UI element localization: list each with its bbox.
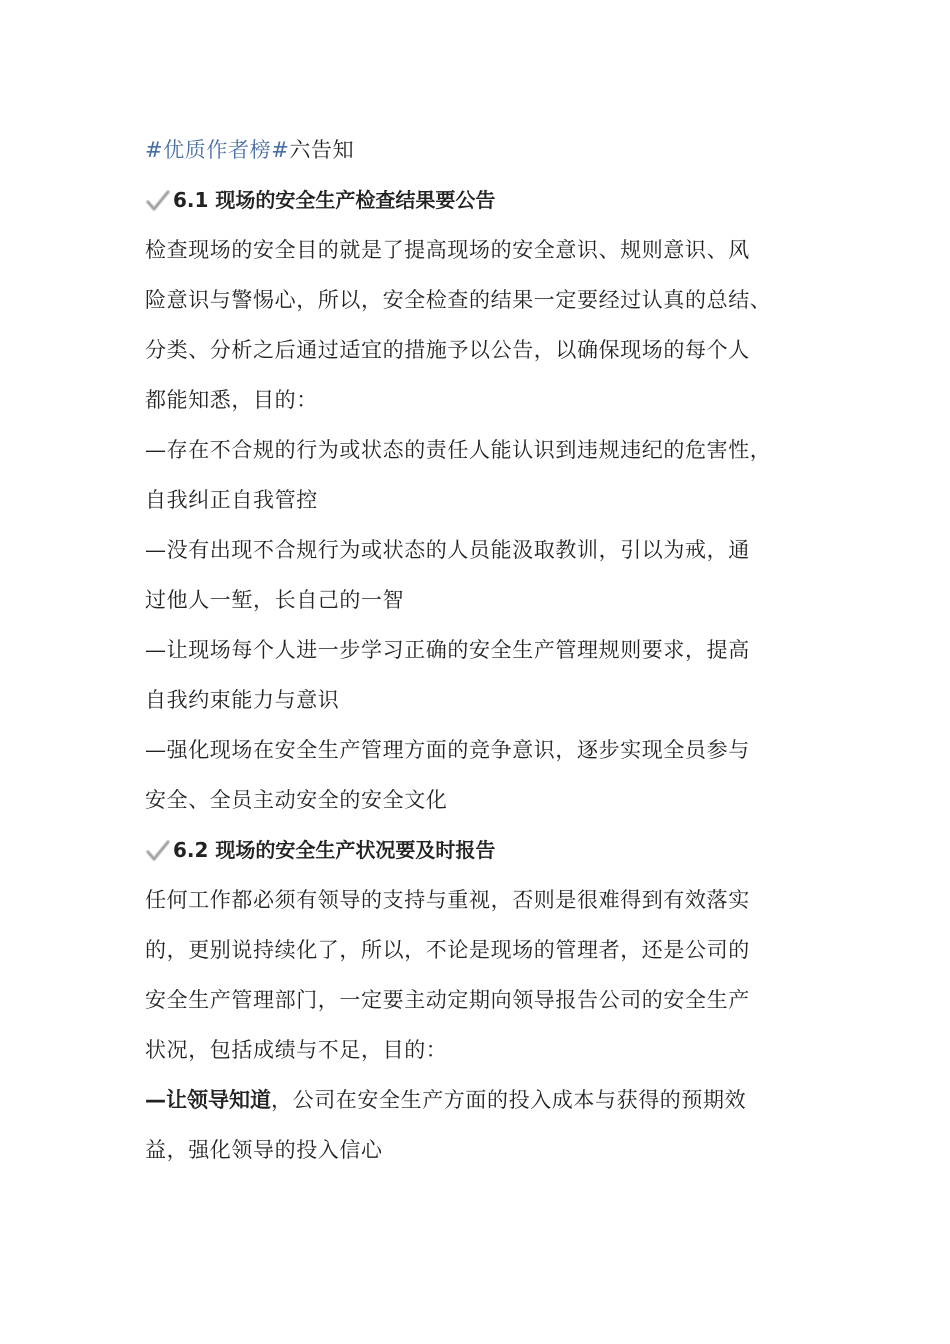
- list-item-line: 安全、全员主动安全的安全文化: [145, 788, 448, 812]
- check-mark-icon: [145, 188, 171, 214]
- paragraph-line: 险意识与警惕心，所以，安全检查的结果一定要经过认真的总结、: [145, 288, 772, 312]
- paragraph-line: 安全生产管理部门，一定要主动定期向领导报告公司的安全生产: [145, 988, 750, 1012]
- list-item-line: —存在不合规的行为或状态的责任人能认识到违规违纪的危害性，: [145, 438, 772, 462]
- tag-line: [145, 125, 835, 175]
- paragraph-line: 状况，包括成绩与不足，目的：: [145, 1038, 448, 1062]
- paragraph-line: 都能知悉，目的：: [145, 388, 318, 412]
- paragraph-line: 检查现场的安全目的就是了提高现场的安全意识、规则意识、风: [145, 238, 750, 262]
- list-item-line: 过他人一堑，长自己的一智: [145, 588, 405, 612]
- list-item-line: —让现场每个人进一步学习正确的安全生产管理规则要求，提高: [145, 638, 750, 662]
- list-item-text: ，公司在安全生产方面的投入成本与获得的预期效: [271, 1088, 747, 1112]
- section-heading-text: 6.2 现场的安全生产状况要及时报告: [173, 838, 496, 862]
- section-heading-6-2: [145, 825, 835, 875]
- list-item-line: —强化现场在安全生产管理方面的竞争意识，逐步实现全员参与: [145, 738, 750, 762]
- list-item-line: 自我纠正自我管控: [145, 488, 318, 512]
- paragraph-line: 的，更别说持续化了，所以，不论是现场的管理者，还是公司的: [145, 938, 750, 962]
- paragraph-line: 任何工作都必须有领导的支持与重视，否则是很难得到有效落实: [145, 888, 750, 912]
- article-body: [145, 125, 835, 1175]
- list-item-line: 益，强化领导的投入信心: [145, 1138, 383, 1162]
- list-item-line: [145, 1075, 835, 1125]
- article-title: 六告知: [289, 138, 355, 162]
- hashtag-link[interactable]: #优质作者榜#: [145, 138, 290, 162]
- list-item-line: 自我约束能力与意识: [145, 688, 340, 712]
- paragraph-line: 分类、分析之后通过适宜的措施予以公告，以确保现场的每个人: [145, 338, 750, 362]
- section-heading-text: 6.1 现场的安全生产检查结果要公告: [173, 188, 496, 212]
- list-item-bold-lead: —让领导知道: [145, 1088, 271, 1112]
- check-mark-icon: [145, 838, 171, 864]
- list-item-line: —没有出现不合规行为或状态的人员能汲取教训，引以为戒，通: [145, 538, 750, 562]
- section-heading-6-1: [145, 175, 835, 225]
